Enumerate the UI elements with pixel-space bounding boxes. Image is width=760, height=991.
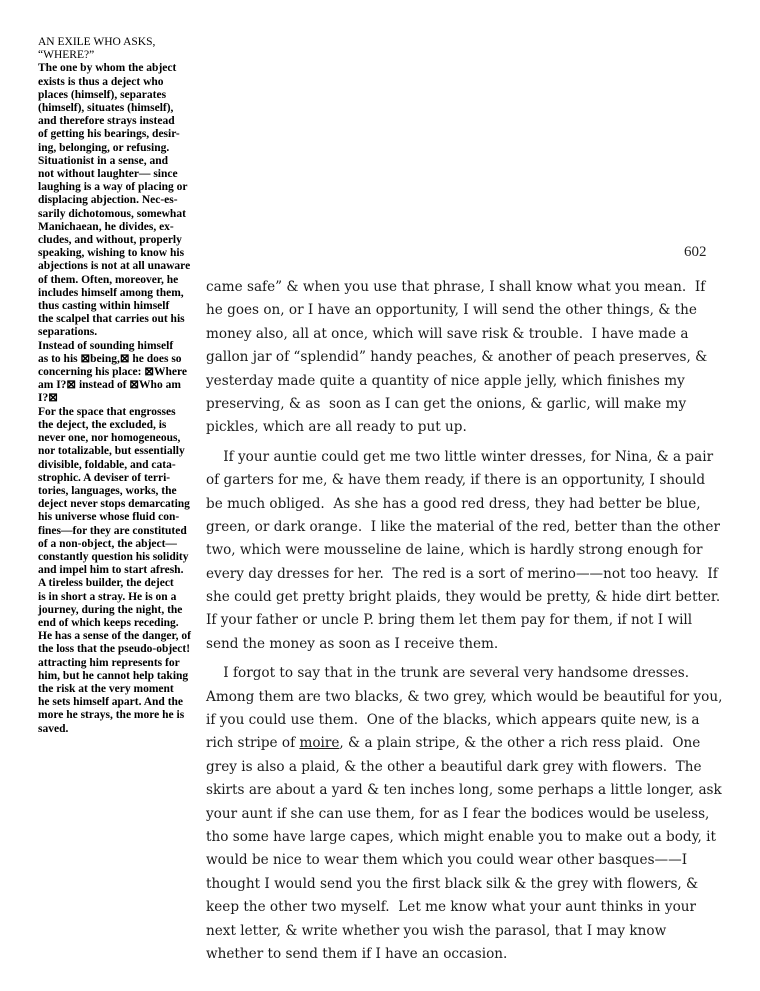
sidebar-line: of a non-object, the abject— [38,537,177,550]
letter-line [206,756,718,779]
sidebar-line: deject never stops demarcating [38,498,190,511]
sidebar-line: of them. Often, moreover, he [38,273,179,286]
letter-line [206,943,718,966]
sidebar-line: the scalpel that carries out his [38,313,185,326]
page-number: 602 [684,244,707,260]
letter-line [206,416,718,439]
sidebar-line: am I?⊠ instead of ⊠Who am I?⊠ [38,379,181,405]
sidebar-line: he sets himself apart. And the [38,696,184,709]
letter-line-text: thought I would send you the first black silk & the grey with flowers, & [206,875,699,892]
sidebar-line: constantly question his solidity [38,550,189,563]
sidebar-line: A tireless builder, the deject [38,577,174,590]
sidebar-line: displacing abjection. Nec-es- [38,194,178,207]
sidebar-line: cludes, and without, properly [38,234,182,247]
letter-line-text: your aunt if she can use them, for as I fear the bodices would be useless, [206,805,710,822]
letter-line-text: of garters for me, & have them ready, if there is an opportunity, I should [206,472,706,489]
sidebar-line: abjections is not at all unaware [38,260,191,273]
sidebar-line: strophic. A deviser of terri- [38,471,171,484]
letter-line-text: skirts are about a yard & ten inches long, some perhaps a little longer, ask [206,782,722,799]
letter-line-text: would be nice to wear them which you could wear other basques——I [206,852,688,869]
sidebar-line: journey, during the night, the [38,603,183,616]
letter-line-text: be much obliged. As she has a good red dress, they had better be blue, [206,495,701,512]
sidebar-line: Manichaean, he divides, ex- [38,220,174,233]
underlined-word: moire [299,735,340,752]
sidebar-line: fines—for they are constituted [38,524,187,537]
sidebar-line: separations. [38,326,98,339]
letter-line [206,779,722,802]
letter-line-text: Among them are two blacks, & two grey, which would be beautiful for you, [206,688,723,705]
sidebar-line: places (himself), separates [38,88,167,101]
letter-line [206,563,718,586]
letter-line-text: If your auntie could get me two little winter dresses, for Nina, & a pair [206,448,714,465]
sidebar-line: attracting him represents for [38,656,180,669]
letter-line-text: grey is also a plaid, & the other a beautiful dark grey with flowers. The [206,758,702,775]
letter-line [206,686,723,709]
letter-line-text: money also, all at once, which will save risk & trouble. I have made a [206,325,689,342]
sidebar-line: The one by whom the abject [38,62,177,75]
letter-line-text: tho some have large capes, which might enable you to make out a body, it [206,828,716,845]
letter-line-text: next letter, & write whether you wish the parasol, that I may know [206,922,667,939]
sidebar-essay [38,36,193,736]
sidebar-line: him, but he cannot help taking [38,669,189,682]
letter-line [206,469,718,492]
sidebar-line: divisible, foldable, and cata- [38,458,176,471]
letter-line-text: keep the other two myself. Let me know what your aunt thinks in your [206,899,697,916]
sidebar-line: (himself), situates (himself), [38,102,174,115]
letter-line [206,539,718,562]
letter-line-text: whether to send them if I have an occasion. [206,945,508,962]
letter-line [206,393,718,416]
sidebar-line: concerning his place: ⊠Where [38,366,188,379]
letter-line-text: two, which were mousseline de laine, which is hardly strong enough for [206,542,703,559]
sidebar-line: Instead of sounding himself [38,339,174,352]
sidebar-line: end of which keeps receding. [38,616,179,629]
letter-line-text: he goes on, or I have an opportunity, I will send the other things, & the [206,302,697,319]
letter-line [206,920,718,943]
letter-body [206,276,723,966]
sidebar-line: speaking, wishing to know his [38,247,185,260]
letter-line-text: came safe” & when you use that phrase, I shall know what you mean. If [206,279,706,295]
letter-line [206,873,718,896]
letter-line [206,849,718,872]
letter-line [206,276,718,299]
letter-line-text: green, or dark orange. I like the material of the red, better than the other [206,518,720,535]
sidebar-line: sarily dichotomous, somewhat [38,207,186,220]
sidebar-line: the loss that the pseudo-object! [38,643,191,656]
sidebar-line: more he strays, the more he is [38,709,185,722]
letter-line [206,516,718,539]
letter-line-text: if you could use them. One of the blacks, which appears quite new, is a [206,712,700,729]
letter-line-text: every day dresses for her. The red is a sort of merino——not too heavy. If [206,565,718,582]
letter-line-text: rich stripe of [206,735,300,752]
sidebar-line: For the space that engrosses [38,405,176,418]
letter-line [206,732,718,755]
sidebar-line: exists is thus a deject who [38,75,164,88]
letter-line [206,446,718,469]
letter-line [206,370,718,393]
sidebar-body [38,62,193,735]
letter-line [206,709,718,732]
letter-line-text: If your father or uncle P. bring them let them pay for them, if not I will [206,612,693,629]
letter-line [206,609,718,632]
sidebar-line: the risk at the very moment [38,682,174,695]
letter-line [206,346,718,369]
sidebar-line: and therefore strays instead [38,115,175,128]
letter-line [206,299,718,322]
letter-line [206,803,718,826]
letter-line [206,586,721,609]
sidebar-line: the deject, the excluded, is [38,418,167,431]
letter-line [206,633,718,656]
sidebar-line: as to his ⊠being,⊠ he does so [38,352,182,365]
letter-line [206,896,718,919]
letter-line-text: I forgot to say that in the trunk are several very handsome dresses. [206,665,690,682]
letter-line-text: preserving, & as soon as I can get the onions, & garlic, will make my [206,395,687,412]
letter-line-text: gallon jar of “splendid” handy peaches, & another of peach preserves, & [206,349,708,366]
sidebar-line: He has a sense of the danger, of [38,630,191,643]
sidebar-line: never one, nor homogeneous, [38,432,181,445]
sidebar-line: tories, languages, works, the [38,484,177,497]
letter-line-text: , & a plain stripe, & the other a rich ress plaid. One [339,735,701,752]
letter-line-text: send the money as soon as I receive them. [206,635,499,652]
letter-line-text: pickles, which are all ready to put up. [206,419,467,436]
sidebar-line: and impel him to start afresh. [38,564,184,577]
sidebar-line: of getting his bearings, desir- [38,128,180,141]
sidebar-heading [38,36,193,62]
sidebar-line: Situationist in a sense, and [38,154,169,167]
sidebar-line: nor totalizable, but essentially [38,445,185,458]
heading-line: “WHERE?” [38,49,95,62]
letter-line-text: she could get pretty bright plaids, they would be pretty, & hide dirt better. [206,589,721,606]
sidebar-line: laughing is a way of placing or [38,181,188,194]
letter-line [206,493,718,516]
sidebar-line: is in short a stray. He is on a [38,590,177,603]
sidebar-line: his universe whose fluid con- [38,511,180,524]
heading-line: AN EXILE WHO ASKS, [38,36,156,48]
sidebar-line: ing, belonging, or refusing. [38,141,170,154]
letter-line [206,826,718,849]
sidebar-line: not without laughter— since [38,168,178,181]
letter-line [206,662,718,685]
sidebar-line: includes himself among them, [38,286,184,299]
letter-line-text: yesterday made quite a quantity of nice apple jelly, which finishes my [206,372,685,389]
sidebar-line: saved. [38,722,69,735]
sidebar-line: thus casting within himself [38,300,170,313]
letter-line [206,323,718,346]
